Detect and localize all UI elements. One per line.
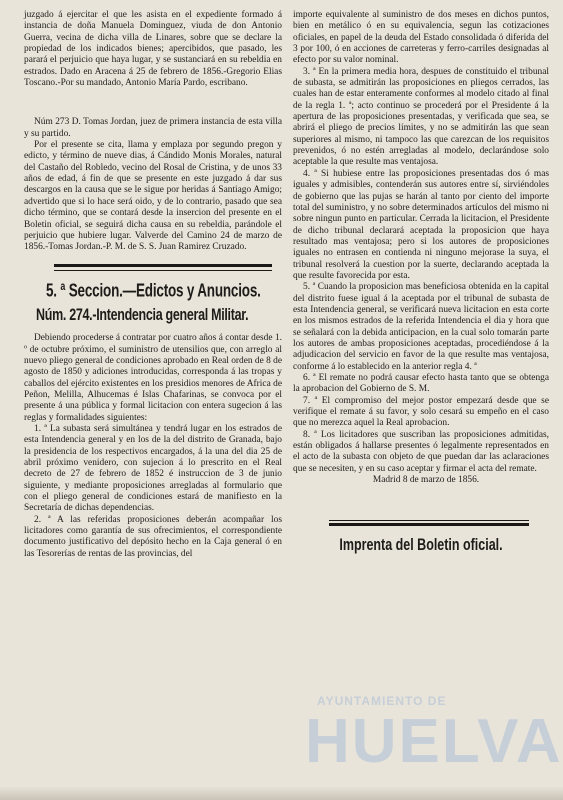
- right-column: [293, 10, 549, 555]
- archive-watermark: [305, 690, 563, 782]
- paragraph: 2. ª A las referidas proposiciones deberán acompañar los licitadores como garantía de sus ofrecimientos, el correspondiente documento justificativo del depósito hecho en la Caja general ó en las Tesorerías de rentas de las provincias, del: [24, 514, 282, 559]
- section-title: 5. ª Seccion.—Edictos y Anuncios.: [46, 279, 261, 301]
- paragraph: 4. ª Si hubiese entre las proposiciones presentadas dos ó mas iguales y admisibles, contenderán sus autores entre sí, sirviéndoles de gobierno que las pujas se harán al tanto por ciento del importe total del suministro, y no sobre determinados artículos del mismo ni sobre ningun punto en particular. Cerrada la licitacion, el Presidente de dicho tribunal declarará aceptada la proposicion que haya resultado mas ventajosa; pero si los autores de proposiciones iguales no entrasen en contienda ni ninguno mejorase la suya, el tribunal resolverá la cuestion por la suerte, declarando aceptada la que resulte favorecida por esta.: [293, 168, 549, 281]
- paragraph: importe equivalente al suministro de dos meses en dichos puntos, bien en metálico ó en su equivalencia, segun las cotizaciones oficiales, en papel de la deuda del Estado consolidada ó diferida del 3 por 100, ó en acciones de carreteras y ferro-carriles designadas al efecto por su valor nominal.: [293, 10, 549, 66]
- section-divider: [54, 264, 272, 267]
- watermark-caption: AYUNTAMIENTO DE: [317, 694, 447, 708]
- paragraph: Por el presente se cita, llama y emplaza por segundo pregon y edicto, y término de nueve dias, á Cándido Monis Morales, natural del Castaño del Robledo, vecino del Rosal de Cristina, y de unos 33 años de edad, á fin de que se presente en este juzgado á dar sus descargos en la causa que se le sigue por heridas á Santiago Amigo; advertido que si lo hace será oido, y de lo contrario, pasado que sea dicho término, que se contará desde la insercion del presente en el Boletin oficial, se seguirá dicha causa en su rebeldia, parándole el perjuicio que hubiere lugar. Valverde del Camino 24 de marzo de 1856.-Tomas Jordan.-P. M. de S. S. Juan Ramirez Cruzado.: [24, 140, 282, 253]
- section-divider-thin: [54, 270, 272, 271]
- paragraph: 7. ª El compromiso del mejor postor empezará desde que se verifique el remate á su favor, y solo cesará su empeño en el caso que no merezca aquel la Real aprobacion.: [293, 395, 549, 429]
- paragraph: 8. ª Los licitadores que suscriban las proposiciones admitidas, están obligados á hallarse presentes ó legalmente representados en el acto de la subasta con objeto de que puedan dar las aclaraciones que se necesiten, y en su caso aceptar y firmar el acta del remate.: [293, 429, 549, 474]
- paragraph: Debiendo procederse á contratar por cuatro años á contar desde 1. º de octubre próximo, el suministro de utensilios que, con arreglo al nuevo pliego general de condiciones aprobado en Real orden de 8 de agosto de 1850 y adiciones introducidas, corresponda á las tropas y caballos del ejército existentes en los presidios menores de Africa de Peñon, Melilla, Alhucemas é Islas Chafarinas, se convoca por el presente á una pública y formal licitacion con entera sugecion á las reglas y formalidades siguientes:: [24, 333, 282, 423]
- paragraph: Núm 273 D. Tomas Jordan, juez de primera instancia de esta villa y su partido.: [24, 117, 282, 139]
- date-line: Madrid 8 de marzo de 1856.: [372, 475, 480, 486]
- footer-divider: [329, 520, 529, 521]
- paragraph: 1. ª La subasta será simultánea y tendrá lugar en los estrados de esta Intendencia general y en los de la del distrito de Granada, bajo la presidencia de los respectivos encargados, á la una del dia 25 de abril próximo venidero, con sujecion á lo prescrito en el Real decreto de 27 de febrero de 1852 é instruccion de 3 de junio siguiente, y mediante proposiciones arregladas al formulario que con el pliego general de condiciones estará de manifiesto en la Secretaría de dichas dependencias.: [24, 423, 282, 514]
- paragraph: 5. ª Cuando la proposicion mas beneficiosa obtenida en la capital del distrito fuese igual á la aceptada por el tribunal de subasta de esta Intendencia general, se verificará nueva licitacion en esta corte en los mismos estrados de la referida Intendencia el dia y hora que se señalará con la debida anticipacion, en la cual solo tomarán parte los autores de ambas proposiciones aceptadas, procediéndose á la adjudicacion del servicio en favor de la que resulte mas ventajosa, conforme á lo establecido en la anterior regla 4. ª: [293, 282, 549, 372]
- paragraph: juzgado á ejercitar el que les asista en el expediente formado á instancia de doña Manuela Dominguez, viuda de don Antonio Guerra, vecina de dicha villa de Linares, sobre que se declare la propiedad de los indicados bienes; apercibidos, que pasado, les parará el perjuicio que haya lugar, y se sustanciará en su rebeldia en estrados. Dado en Aracena á 25 de febrero de 1856.-Gregorio Elias Toscano.-Por su mandado, Antonio María Pardo, escribano.: [24, 10, 282, 89]
- footer-divider-thick: [329, 523, 529, 526]
- notice-heading: Núm. 274.-Intendencia general Militar.: [36, 305, 249, 325]
- page-edge-shadow: [0, 786, 563, 800]
- printer-imprint: Imprenta del Boletin oficial.: [339, 535, 503, 555]
- left-column: [24, 10, 282, 560]
- paragraph: 3. ª En la primera media hora, despues de constituido el tribunal de subasta, se admitirán las proposiciones en pliegos cerrados, las cuales han de estar enteramente conformes al modelo citado al final de la regla 1. ª; acto continuo se procederá por el Presidente á la apertura de las proposiciones presentadas, y verificada que sea, se abrirá el pliego de precios límites, y no se admitirán las que sean superiores al mismo, ni tampoco las que carezcan de los requisitos prevenidos, ó no estén arregladas al modelo, declarándose solo aceptable la que resulte mas ventajosa.: [293, 66, 549, 168]
- paragraph: 6. ª El remate no podrá causar efecto hasta tanto que se obtenga la aprobacion del Gobierno de S. M.: [293, 373, 549, 395]
- watermark-text: HUELVA: [305, 707, 563, 776]
